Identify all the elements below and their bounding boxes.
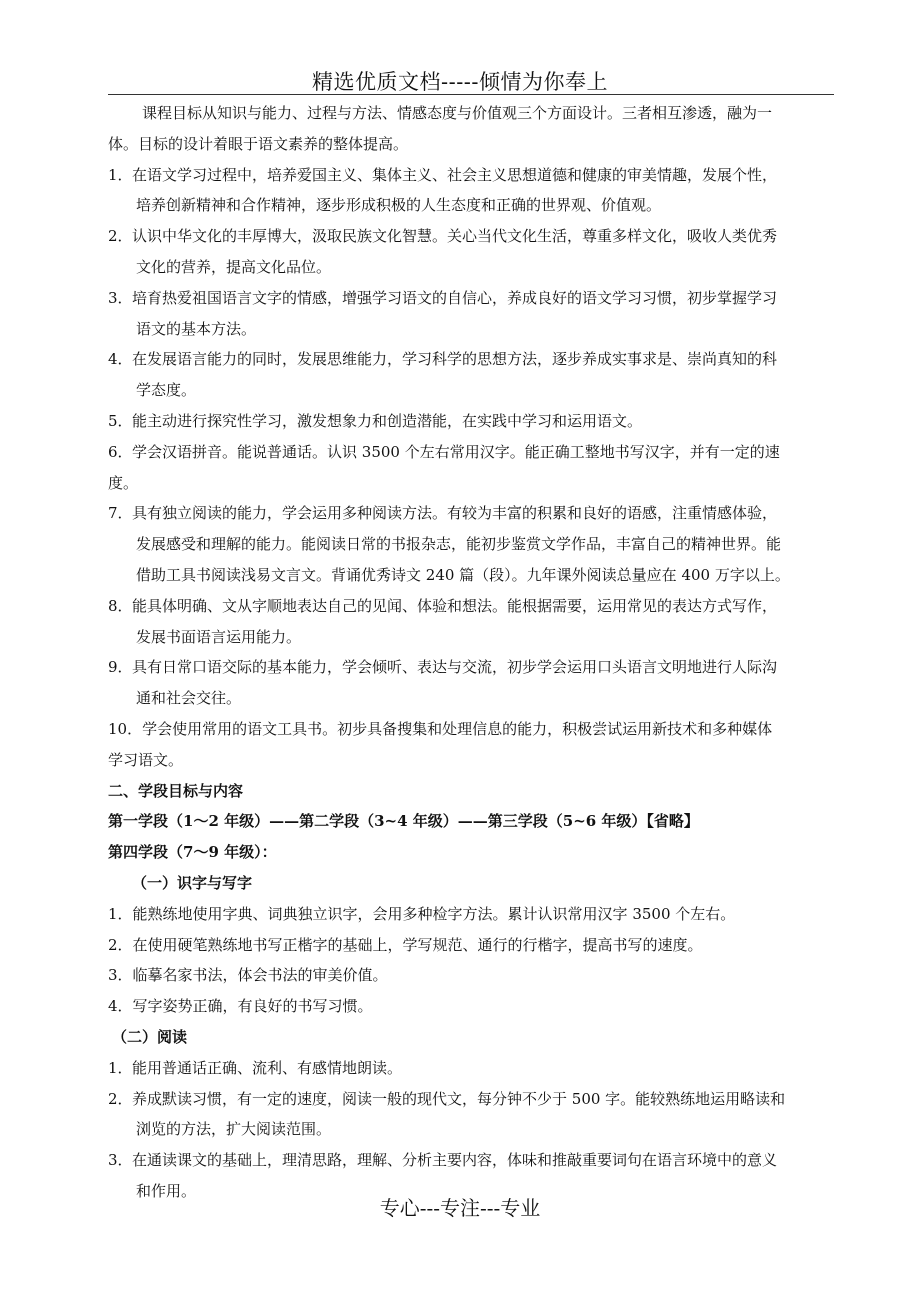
list-item-continuation: 和作用。 bbox=[136, 1181, 197, 1200]
list-item-continuation: 语文的基本方法。 bbox=[136, 319, 257, 338]
list-item: 4．在发展语言能力的同时，发展思维能力，学习科学的思想方法，逐步养成实事求是、崇尚真知的科 bbox=[108, 350, 778, 369]
header-divider bbox=[108, 94, 834, 95]
list-item: 2．养成默读习惯，有一定的速度，阅读一般的现代文，每分钟不少于 500 字。能较熟练地运用略读和 bbox=[108, 1089, 786, 1108]
stage-heading: 第四学段（7～9 年级）： bbox=[108, 843, 277, 862]
list-item: 10．学会使用常用的语文工具书。初步具备搜集和处理信息的能力，积极尝试运用新技术和多种媒体 bbox=[108, 719, 773, 738]
list-item-continuation: 浏览的方法，扩大阅读范围。 bbox=[136, 1120, 332, 1139]
list-item: 3．培育热爱祖国语言文字的情感，增强学习语文的自信心，养成良好的语文学习习惯，初步掌握学习 bbox=[108, 288, 778, 307]
list-item: 7．具有独立阅读的能力，学会运用多种阅读方法。有较为丰富的积累和良好的语感，注重情感体验， bbox=[108, 504, 778, 523]
goals-list bbox=[108, 160, 834, 776]
list-item: 2．在使用硬笔熟练地书写正楷字的基础上，学写规范、通行的行楷字，提高书写的速度。 bbox=[108, 935, 703, 954]
list-item: 8．能具体明确、文从字顺地表达自己的见闻、体验和想法。能根据需要，运用常见的表达方式写作， bbox=[108, 596, 778, 615]
list-item-continuation: 发展书面语言运用能力。 bbox=[136, 627, 302, 646]
list-item-continuation: 学态度。 bbox=[136, 381, 197, 400]
list-item-continuation: 培养创新精神和合作精神，逐步形成积极的人生态度和正确的世界观、价值观。 bbox=[136, 196, 662, 215]
list-item: 2．认识中华文化的丰厚博大，汲取民族文化智慧。关心当代文化生活，尊重多样文化，吸收人类优秀 bbox=[108, 227, 778, 246]
page-footer: 专心---专注---专业 bbox=[379, 1196, 541, 1220]
list-item-continuation: 通和社会交往。 bbox=[136, 689, 242, 708]
list-item: 9．具有日常口语交际的基本能力，学会倾听、表达与交流，初步学会运用口头语言文明地进行人际沟 bbox=[108, 658, 778, 677]
stage-heading: 第一学段（1～2 年级）——第二学段（3~4 年级）——第三学段（5~6 年级）【省略】 bbox=[108, 812, 699, 831]
list-item-continuation: 发展感受和理解的能力。能阅读日常的书报杂志，能初步鉴赏文学作品，丰富自己的精神世界。能 bbox=[136, 535, 782, 554]
list-item: 1．在语文学习过程中，培养爱国主义、集体主义、社会主义思想道德和健康的审美情趣，发展个性， bbox=[108, 165, 778, 184]
list-item: 1．能用普通话正确、流利、有感情地朗读。 bbox=[108, 1058, 403, 1077]
intro-line: 课程目标从知识与能力、过程与方法、情感态度与价值观三个方面设计。三者相互渗透，融为一 bbox=[142, 104, 773, 122]
subsection-heading: （一）识字与写字 bbox=[132, 873, 253, 892]
list-item: 4．写字姿势正确，有良好的书写习惯。 bbox=[108, 997, 373, 1016]
list-item-continuation: 度。 bbox=[108, 473, 139, 492]
list-item-continuation: 学习语文。 bbox=[108, 750, 184, 769]
list-item: 3．在通读课文的基础上，理清思路，理解、分析主要内容，体味和推敲重要词句在语言环境中的意义 bbox=[108, 1151, 778, 1170]
intro-line: 体。目标的设计着眼于语文素养的整体提高。 bbox=[108, 134, 409, 153]
list-item: 1．能熟练地使用字典、词典独立识字，会用多种检字方法。累计认识常用汉字 3500 个左右。 bbox=[108, 904, 736, 923]
list-item-continuation: 文化的营养，提高文化品位。 bbox=[136, 257, 332, 276]
page-header: 精选优质文档-----倾情为你奉上 bbox=[312, 70, 608, 94]
list-item-continuation: 借助工具书阅读浅易文言文。背诵优秀诗文 240 篇（段）。九年课外阅读总量应在 400 万字以上。 bbox=[136, 565, 790, 584]
list-item: 6．学会汉语拼音。能说普通话。认识 3500 个左右常用汉字。能正确工整地书写汉字，并有一定的速 bbox=[108, 442, 780, 461]
list-item: 5．能主动进行探究性学习，激发想象力和创造潜能，在实践中学习和运用语文。 bbox=[108, 411, 643, 430]
subsection-heading: （二）阅读 bbox=[112, 1027, 188, 1046]
document-body bbox=[108, 98, 834, 1207]
list-item: 3．临摹名家书法，体会书法的审美价值。 bbox=[108, 966, 388, 985]
section-heading: 二、学段目标与内容 bbox=[108, 781, 244, 800]
